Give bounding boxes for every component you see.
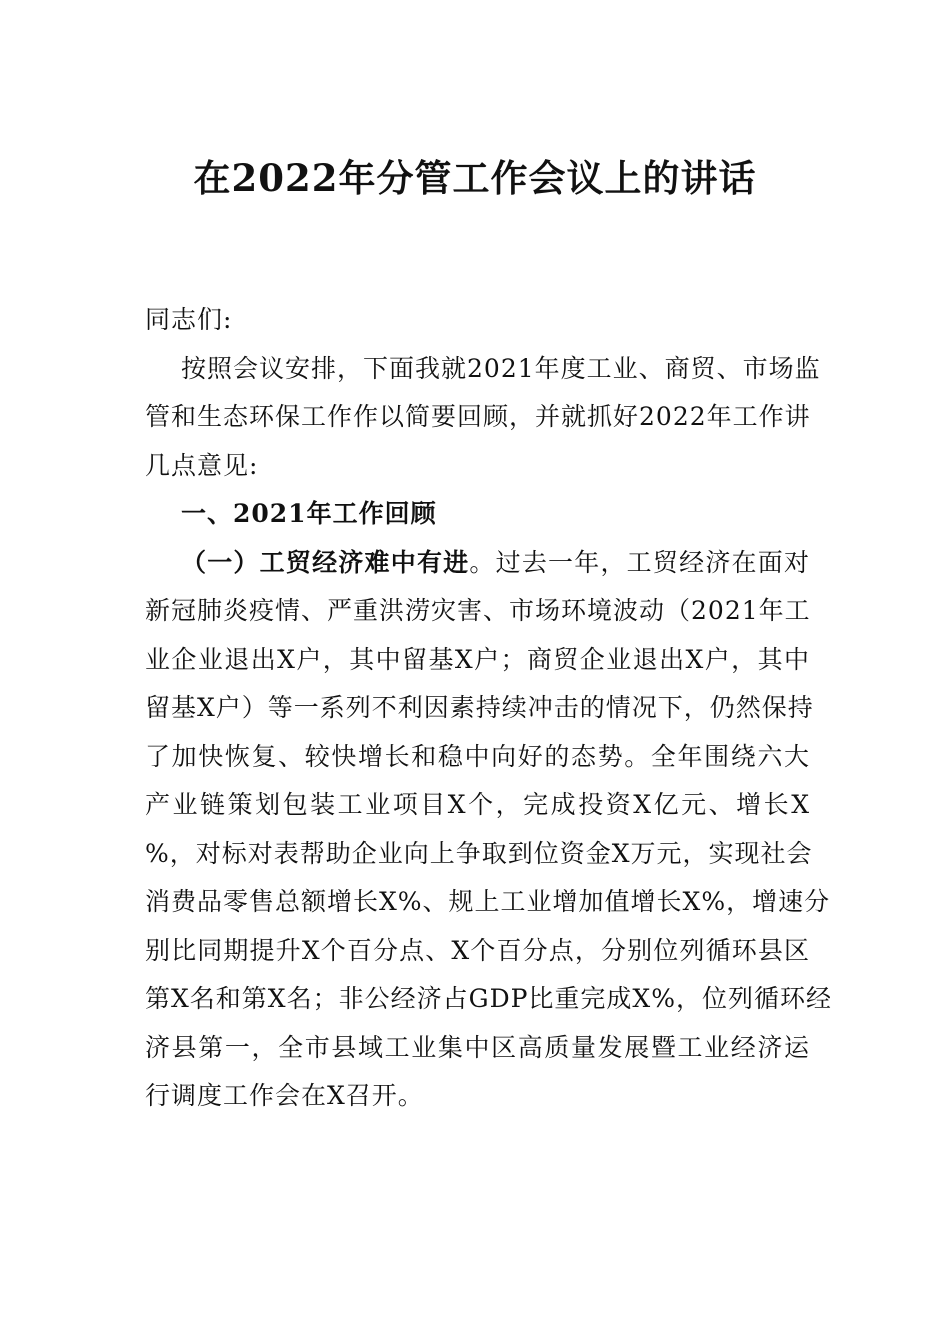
line-text: 业企业退出X户，其中留基X户；商贸企业退出X户，其中 (145, 644, 810, 674)
line-text: 济县第一，全市县域工业集中区高质量发展暨工业经济运 (145, 1032, 810, 1062)
paragraph-line (145, 587, 810, 636)
line-text: 消费品零售总额增长X%、规上工业增加值增长X%，增速分 (145, 887, 831, 916)
line-text: 别比同期提升X个百分点、X个百分点，分别位列循环县区 (145, 935, 810, 965)
line-text: 第X名和第X名；非公经济占GDP比重完成X%，位列循环经 (145, 984, 832, 1013)
line-text: 产业链策划包装工业项目X个，完成投资X亿元、增长X (145, 790, 810, 819)
line-text: 了加快恢复、较快增长和稳中向好的态势。全年围绕六大 (145, 741, 810, 771)
paragraph-line (145, 296, 810, 345)
paragraph-line (145, 878, 831, 927)
paragraph-line (145, 781, 810, 830)
line-text: 行调度工作会在X召开。 (145, 1081, 424, 1110)
paragraph-line (145, 684, 814, 733)
line-text: 留基X户）等一系列不利因素持续冲击的情况下，仍然保持 (145, 693, 814, 722)
line-text: 管和生态环保工作作以简要回顾，并就抓好2022年工作讲 (145, 402, 811, 431)
paragraph-line (145, 975, 832, 1024)
paragraph-line (145, 393, 810, 442)
bold-heading: 一、2021年工作回顾 (181, 499, 437, 528)
line-text: 。过去一年，工贸经济在面对 (469, 547, 810, 577)
line-text: 几点意见: (145, 450, 259, 480)
paragraph-line (145, 539, 810, 588)
paragraph-line (145, 636, 810, 685)
paragraph-line (145, 490, 810, 539)
paragraph-line (145, 1072, 810, 1121)
paragraph-line (145, 442, 810, 491)
document-title: 在2022年分管工作会议上的讲话 (193, 156, 757, 200)
paragraph-line (145, 927, 810, 976)
paragraph-line (145, 733, 810, 782)
line-text: 新冠肺炎疫情、严重洪涝灾害、市场环境波动（2021年工 (145, 596, 811, 625)
bold-heading: （一）工贸经济难中有进 (181, 547, 470, 577)
paragraph-line (145, 1024, 810, 1073)
document-body (145, 296, 832, 1121)
line-text: 按照会议安排，下面我就2021年度工业、商贸、市场监 (181, 353, 821, 383)
paragraph-line (145, 830, 813, 879)
line-text: 同志们: (145, 305, 233, 334)
paragraph-line (145, 345, 821, 394)
line-text: %，对标对表帮助企业向上争取到位资金X万元，实现社会 (145, 838, 813, 868)
